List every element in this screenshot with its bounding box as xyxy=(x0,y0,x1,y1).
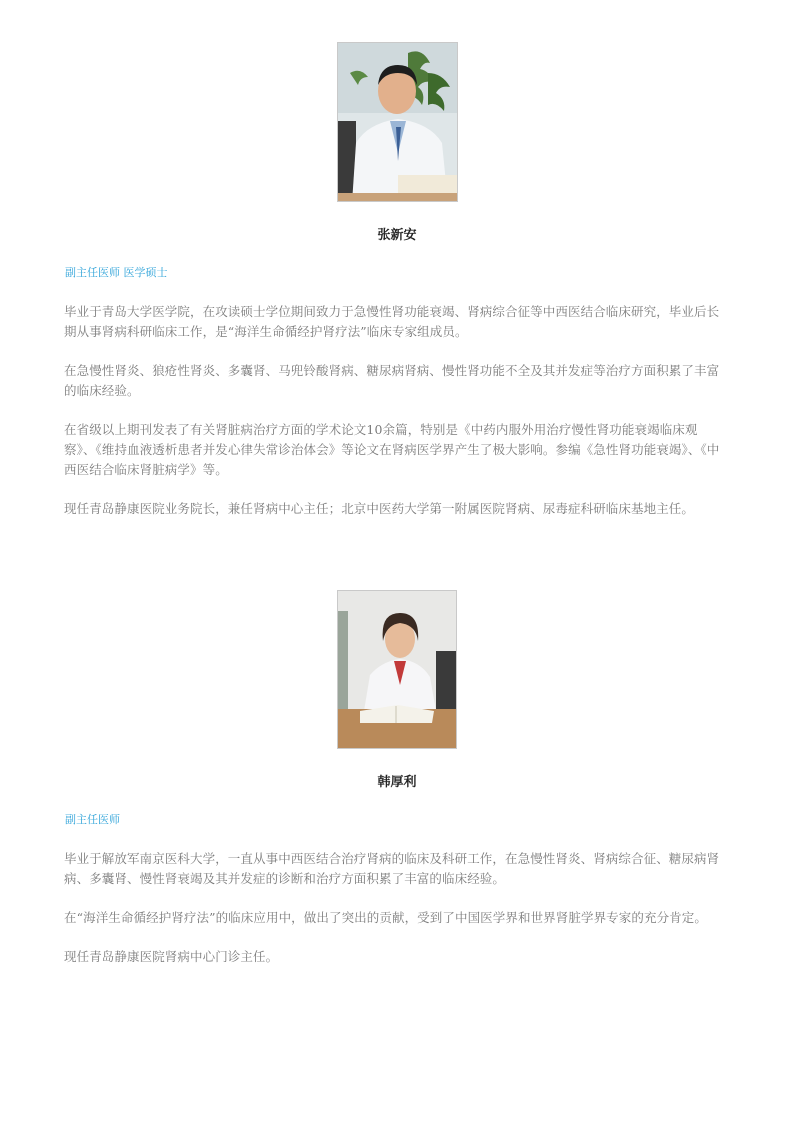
doctor-portrait-image xyxy=(338,43,458,202)
doctor-title: 副主任医师 医学硕士 xyxy=(65,266,168,279)
bio-paragraph: 现任青岛静康医院业务院长，兼任肾病中心主任；北京中医药大学第一附属医院肾病、尿毒症科研临床基地主任。 xyxy=(64,501,695,516)
doctor-name: 张新安 xyxy=(377,228,417,243)
doctor-name: 韩厚利 xyxy=(377,775,417,790)
doctor-portrait-image xyxy=(338,591,457,749)
doctor-photo-1 xyxy=(337,42,458,202)
bio-paragraph: 现任青岛静康医院肾病中心门诊主任。 xyxy=(64,949,279,964)
bio-paragraph: 在“海洋生命循经护肾疗法”的临床应用中，做出了突出的贡献，受到了中国医学界和世界肾脏学界专家的充分肯定。 xyxy=(64,910,707,925)
doctor-profile-2 xyxy=(0,590,794,967)
bio-paragraph: 毕业于解放军南京医科大学，一直从事中西医结合治疗肾病的临床及科研工作，在急慢性肾炎、肾病综合征、糖尿病肾病、多囊肾、慢性肾衰竭及其并发症的诊断和治疗方面积累了丰富的临床经验。 xyxy=(64,851,720,886)
bio-paragraph: 在省级以上期刊发表了有关肾脏病治疗方面的学术论文10余篇，特别是《中药内服外用治疗慢性肾功能衰竭临床观察》、《维持血液透析患者并发心律失常诊治体会》等论文在肾病医学界产生了极大影响。参编《急性肾功能衰竭》、《中西医结合临床肾脏病学》等。 xyxy=(64,422,720,477)
doctor-photo-2 xyxy=(337,590,457,749)
bio-paragraph: 毕业于青岛大学医学院，在攻读硕士学位期间致力于急慢性肾功能衰竭、肾病综合征等中西医结合临床研究，毕业后长期从事肾病科研临床工作，是“海洋生命循经护肾疗法”临床专家组成员。 xyxy=(64,304,720,339)
doctor-title: 副主任医师 xyxy=(65,813,120,826)
bio-paragraph: 在急慢性肾炎、狼疮性肾炎、多囊肾、马兜铃酸肾病、糖尿病肾病、慢性肾功能不全及其并发症等治疗方面积累了丰富的临床经验。 xyxy=(64,363,720,398)
doctor-profile-1 xyxy=(0,42,794,519)
